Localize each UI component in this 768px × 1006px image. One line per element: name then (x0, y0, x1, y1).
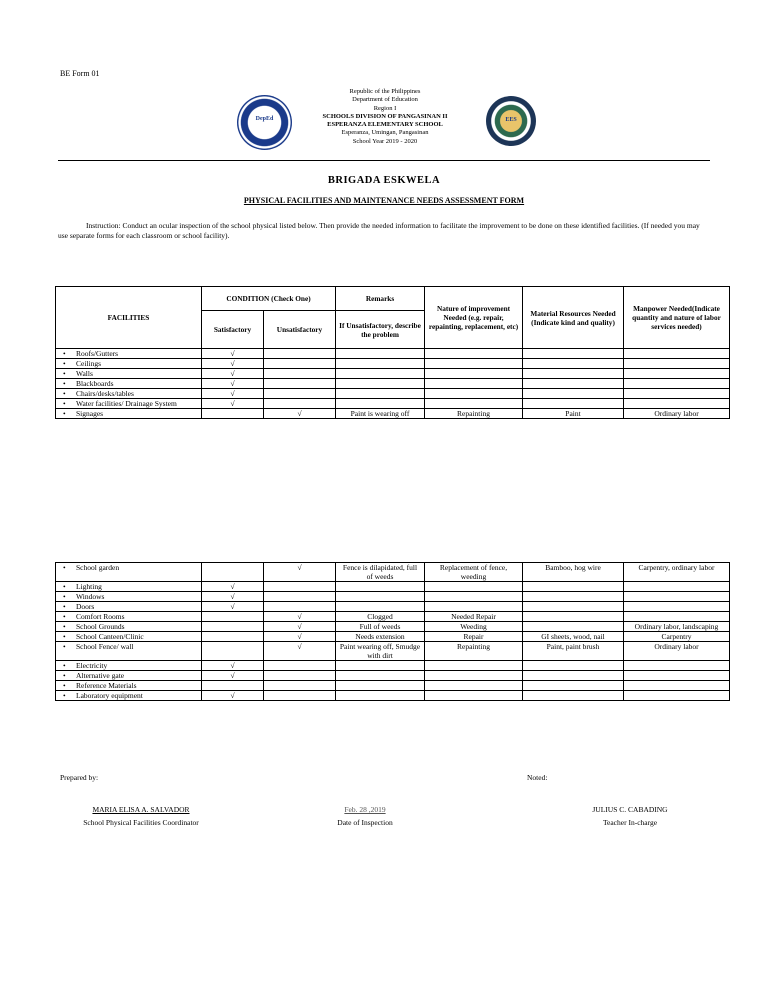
table-row (56, 582, 730, 592)
unsatisfactory-cell (264, 592, 336, 602)
manpower-cell: Carpentry (624, 632, 730, 642)
facilities-table-1 (55, 286, 730, 419)
facility-cell: • Alternative gate (56, 671, 202, 681)
nature-cell (425, 399, 523, 409)
facility-cell: • Roofs/Gutters (56, 349, 202, 359)
satisfactory-cell: √ (202, 349, 264, 359)
unsatisfactory-cell: √ (264, 563, 336, 582)
facility-cell: • Comfort Rooms (56, 612, 202, 622)
nature-cell: Needed Repair (425, 612, 523, 622)
unsatisfactory-cell: √ (264, 632, 336, 642)
table-row (56, 671, 730, 681)
table-row (56, 369, 730, 379)
remarks-cell (336, 661, 425, 671)
school-seal-logo: EES (486, 96, 536, 146)
col-manpower: Manpower Needed(Indicate quantity and nature of labor services needed) (624, 287, 730, 349)
form-number: BE Form 01 (60, 69, 100, 78)
material-cell (523, 369, 624, 379)
unsatisfactory-cell (264, 602, 336, 612)
manpower-cell (624, 399, 730, 409)
unsatisfactory-cell (264, 582, 336, 592)
instruction-text: Instruction: Conduct an ocular inspection of the school physical listed below. Then provide the needed information to facilitate the improvement to be done on these identified facilities. (If needed you may use separate forms for each classroom or school facility). (58, 221, 700, 240)
unsatisfactory-cell (264, 379, 336, 389)
col-material: Material Resources Needed (Indicate kind and quality) (523, 287, 624, 349)
manpower-cell (624, 389, 730, 399)
manpower-cell (624, 661, 730, 671)
page-title: BRIGADA ESKWELA (327, 175, 441, 186)
unsatisfactory-cell (264, 671, 336, 681)
facility-cell: • School Canteen/Clinic (56, 632, 202, 642)
material-cell (523, 592, 624, 602)
remarks-cell (336, 681, 425, 691)
unsatisfactory-cell: √ (264, 622, 336, 632)
remarks-cell: Paint is wearing off (336, 409, 425, 419)
satisfactory-cell: √ (202, 602, 264, 612)
col-satisfactory: Satisfactory (202, 311, 264, 349)
table-row (56, 563, 730, 582)
table-row (56, 691, 730, 701)
facility-cell: • School garden (56, 563, 202, 582)
unsatisfactory-cell (264, 399, 336, 409)
manpower-cell (624, 602, 730, 612)
manpower-cell (624, 691, 730, 701)
col-nature: Nature of improvement Needed (e.g. repair, repainting, replacement, etc) (425, 287, 523, 349)
coordinator-name: MARIA ELISA A. SALVADOR (92, 805, 190, 814)
facility-cell: • School Grounds (56, 622, 202, 632)
nature-cell: Repainting (425, 409, 523, 419)
unsatisfactory-cell (264, 369, 336, 379)
unsatisfactory-cell (264, 359, 336, 369)
prepared-by-label: Prepared by: (60, 773, 99, 782)
manpower-cell (624, 592, 730, 602)
facility-cell: • Chairs/desks/tables (56, 389, 202, 399)
nature-cell: Repainting (425, 642, 523, 661)
col-remarks: Remarks (336, 287, 425, 311)
satisfactory-cell: √ (202, 359, 264, 369)
satisfactory-cell: √ (202, 661, 264, 671)
remarks-cell (336, 389, 425, 399)
unsatisfactory-cell (264, 681, 336, 691)
satisfactory-cell (202, 622, 264, 632)
material-cell (523, 389, 624, 399)
material-cell (523, 379, 624, 389)
remarks-cell: Paint wearing off, Smudge with dirt (336, 642, 425, 661)
satisfactory-cell (202, 632, 264, 642)
facility-cell: • Signages (56, 409, 202, 419)
remarks-cell (336, 691, 425, 701)
unsatisfactory-cell (264, 661, 336, 671)
table-row (56, 359, 730, 369)
manpower-cell: Ordinary labor, landscaping (624, 622, 730, 632)
facility-cell: • Electricity (56, 661, 202, 671)
table-row (56, 642, 730, 661)
manpower-cell (624, 681, 730, 691)
unsatisfactory-cell (264, 691, 336, 701)
remarks-cell: Needs extension (336, 632, 425, 642)
material-cell (523, 622, 624, 632)
satisfactory-cell (202, 642, 264, 661)
table-row (56, 349, 730, 359)
material-cell (523, 602, 624, 612)
manpower-cell (624, 359, 730, 369)
satisfactory-cell: √ (202, 671, 264, 681)
remarks-cell (336, 592, 425, 602)
remarks-cell (336, 369, 425, 379)
manpower-cell (624, 379, 730, 389)
nature-cell (425, 582, 523, 592)
table-row (56, 592, 730, 602)
col-remarks-sub: If Unsatisfactory, describe the problem (336, 311, 425, 349)
nature-cell: Replacement of fence, weeding (425, 563, 523, 582)
satisfactory-cell: √ (202, 389, 264, 399)
satisfactory-cell (202, 563, 264, 582)
table-row (56, 681, 730, 691)
col-facilities: FACILITIES (56, 287, 202, 349)
manpower-cell (624, 349, 730, 359)
material-cell (523, 612, 624, 622)
table-row (56, 389, 730, 399)
table-row (56, 661, 730, 671)
facility-cell: • Walls (56, 369, 202, 379)
satisfactory-cell (202, 681, 264, 691)
remarks-cell (336, 349, 425, 359)
inspection-date: Feb. 28 ,2019 (344, 805, 386, 814)
material-cell (523, 661, 624, 671)
table-row (56, 632, 730, 642)
unsatisfactory-cell: √ (264, 409, 336, 419)
teacher-name: JULIUS C. CABADING (592, 805, 668, 814)
coordinator-role: School Physical Facilities Coordinator (83, 818, 199, 827)
unsatisfactory-cell: √ (264, 642, 336, 661)
satisfactory-cell (202, 409, 264, 419)
material-cell: GI sheets, wood, nail (523, 632, 624, 642)
remarks-cell: Full of weeds (336, 622, 425, 632)
facility-cell: • Doors (56, 602, 202, 612)
nature-cell (425, 359, 523, 369)
header-divider (58, 160, 710, 161)
manpower-cell: Ordinary labor (624, 642, 730, 661)
col-unsatisfactory: Unsatisfactory (264, 311, 336, 349)
table-row (56, 399, 730, 409)
nature-cell (425, 379, 523, 389)
manpower-cell: Carpentry, ordinary labor (624, 563, 730, 582)
nature-cell (425, 369, 523, 379)
teacher-role: Teacher In-charge (602, 818, 658, 827)
facility-cell: • Windows (56, 592, 202, 602)
nature-cell (425, 661, 523, 671)
material-cell (523, 691, 624, 701)
remarks-cell (336, 359, 425, 369)
material-cell: Bamboo, hog wire (523, 563, 624, 582)
noted-label: Noted: (527, 773, 548, 782)
satisfactory-cell: √ (202, 592, 264, 602)
table-row (56, 612, 730, 622)
nature-cell: Weeding (425, 622, 523, 632)
nature-cell (425, 602, 523, 612)
remarks-cell (336, 582, 425, 592)
facility-cell: • Water facilities/ Drainage System (56, 399, 202, 409)
unsatisfactory-cell: √ (264, 612, 336, 622)
nature-cell (425, 671, 523, 681)
table-row (56, 622, 730, 632)
material-cell (523, 681, 624, 691)
manpower-cell (624, 369, 730, 379)
nature-cell (425, 592, 523, 602)
nature-cell (425, 349, 523, 359)
deped-seal-logo: DepEd (237, 95, 292, 150)
facility-cell: • Ceilings (56, 359, 202, 369)
satisfactory-cell: √ (202, 369, 264, 379)
table-row (56, 409, 730, 419)
inspection-date-label: Date of Inspection (337, 818, 393, 827)
facility-cell: • Blackboards (56, 379, 202, 389)
satisfactory-cell: √ (202, 379, 264, 389)
facility-cell: • Laboratory equipment (56, 691, 202, 701)
material-cell (523, 671, 624, 681)
facility-cell: • Reference Materials (56, 681, 202, 691)
nature-cell: Repair (425, 632, 523, 642)
col-condition: CONDITION (Check One) (202, 287, 336, 311)
material-cell (523, 582, 624, 592)
remarks-cell (336, 399, 425, 409)
nature-cell (425, 691, 523, 701)
satisfactory-cell (202, 612, 264, 622)
facility-cell: • Lighting (56, 582, 202, 592)
material-cell: Paint (523, 409, 624, 419)
remarks-cell (336, 602, 425, 612)
material-cell (523, 349, 624, 359)
remarks-cell: Clogged (336, 612, 425, 622)
material-cell: Paint, paint brush (523, 642, 624, 661)
table-row (56, 602, 730, 612)
form-subtitle: PHYSICAL FACILITIES AND MAINTENANCE NEEDS ASSESSMENT FORM (243, 196, 525, 205)
nature-cell (425, 389, 523, 399)
nature-cell (425, 681, 523, 691)
remarks-cell (336, 671, 425, 681)
manpower-cell (624, 671, 730, 681)
material-cell (523, 399, 624, 409)
letterhead: Republic of the Philippines Department of Education Region I SCHOOLS DIVISION OF PANGASINAN II ESPERANZA ELEMENTARY SCHOOL Esperanza, Umingan, Pangasinan School Year 2019 - 2020 (322, 88, 448, 145)
unsatisfactory-cell (264, 349, 336, 359)
facility-cell: • School Fence/ wall (56, 642, 202, 661)
manpower-cell (624, 612, 730, 622)
unsatisfactory-cell (264, 389, 336, 399)
manpower-cell: Ordinary labor (624, 409, 730, 419)
satisfactory-cell: √ (202, 399, 264, 409)
material-cell (523, 359, 624, 369)
remarks-cell (336, 379, 425, 389)
satisfactory-cell: √ (202, 691, 264, 701)
facilities-table-2 (55, 562, 730, 701)
satisfactory-cell: √ (202, 582, 264, 592)
manpower-cell (624, 582, 730, 592)
table-row (56, 379, 730, 389)
remarks-cell: Fence is dilapidated, full of weeds (336, 563, 425, 582)
